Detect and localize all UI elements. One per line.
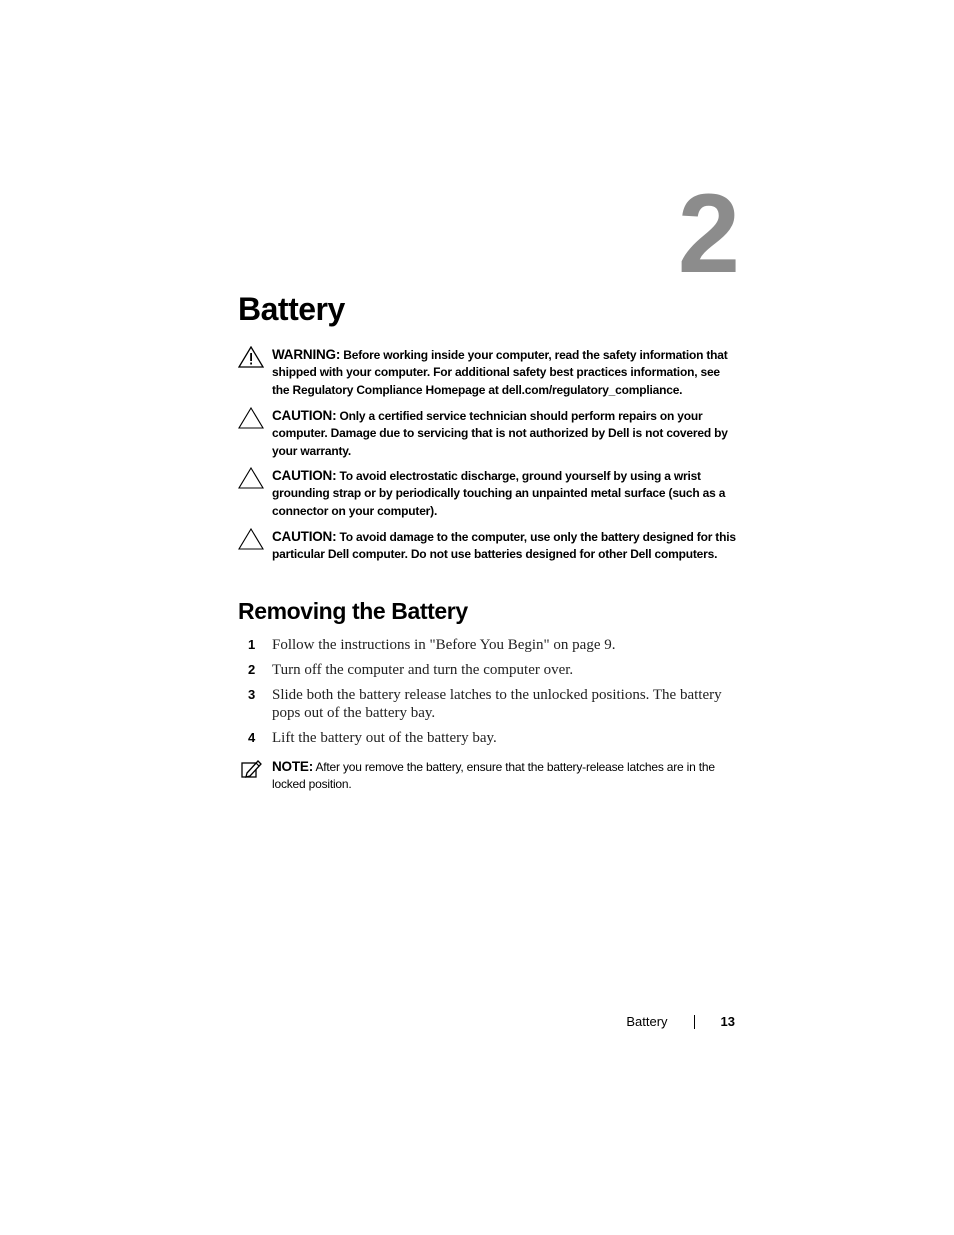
caution-triangle-icon <box>238 407 264 429</box>
caution-text: Only a certified service technician should perform repairs on your computer. Damage due to servicing that is not authorized by Dell is not covered by your warranty. <box>272 409 728 458</box>
chapter-title: Battery <box>238 291 345 327</box>
warning-notice <box>238 346 738 399</box>
step-text: Slide both the battery release latches to the unlocked positions. The battery pops out of the battery bay. <box>272 687 722 721</box>
caution-triangle-icon <box>238 467 264 489</box>
caution-text-block-3 <box>272 528 738 564</box>
note-text: After you remove the battery, ensure that the battery-release latches are in the locked position. <box>272 760 715 792</box>
step-text: Follow the instructions in "Before You Begin" on page 9. <box>272 637 616 653</box>
steps-list <box>238 636 738 754</box>
warning-label: WARNING: <box>272 347 341 362</box>
caution-text: To avoid electrostatic discharge, ground yourself by using a wrist grounding strap or by periodically touching an unpainted metal surface (such as a connector on your computer). <box>272 469 726 518</box>
step-number: 1 <box>248 637 256 652</box>
caution-text-block-2 <box>272 467 738 520</box>
list-item <box>238 636 738 654</box>
caution-triangle-icon <box>238 528 264 550</box>
caution-text: To avoid damage to the computer, use only the battery designed for this particular Dell computer. Do not use batteries designed for other Dell computers. <box>272 530 736 562</box>
caution-notice-2 <box>238 467 738 520</box>
caution-notice-1 <box>238 407 738 460</box>
warning-text-block <box>272 346 738 399</box>
caution-text-block-1 <box>272 407 738 460</box>
list-item <box>238 729 738 747</box>
caution-label: CAUTION: <box>272 408 337 423</box>
caution-notice-3 <box>238 528 738 564</box>
step-number: 4 <box>248 730 256 745</box>
list-item <box>238 661 738 679</box>
warning-triangle-icon <box>238 346 264 368</box>
note-label: NOTE: <box>272 759 313 774</box>
chapter-number: 2 <box>677 171 738 296</box>
note-notice <box>238 758 738 794</box>
section-title: Removing the Battery <box>238 598 468 624</box>
step-text: Turn off the computer and turn the computer over. <box>272 662 574 678</box>
footer-divider <box>694 1015 695 1029</box>
warning-text: Before working inside your computer, read the safety information that shipped with your computer. For additional safety best practices information, see the Regulatory Compliance Homepage at dell.com/regulatory_compliance. <box>272 348 728 397</box>
note-pencil-icon <box>238 758 264 780</box>
caution-label: CAUTION: <box>272 468 337 483</box>
page-footer <box>626 1014 735 1029</box>
list-item <box>238 686 738 722</box>
step-number: 3 <box>248 687 256 702</box>
step-number: 2 <box>248 662 256 677</box>
caution-label: CAUTION: <box>272 529 337 544</box>
page-number: 13 <box>720 1014 735 1029</box>
note-text-block <box>272 758 738 794</box>
footer-section-name: Battery <box>626 1014 668 1029</box>
step-text: Lift the battery out of the battery bay. <box>272 730 497 746</box>
